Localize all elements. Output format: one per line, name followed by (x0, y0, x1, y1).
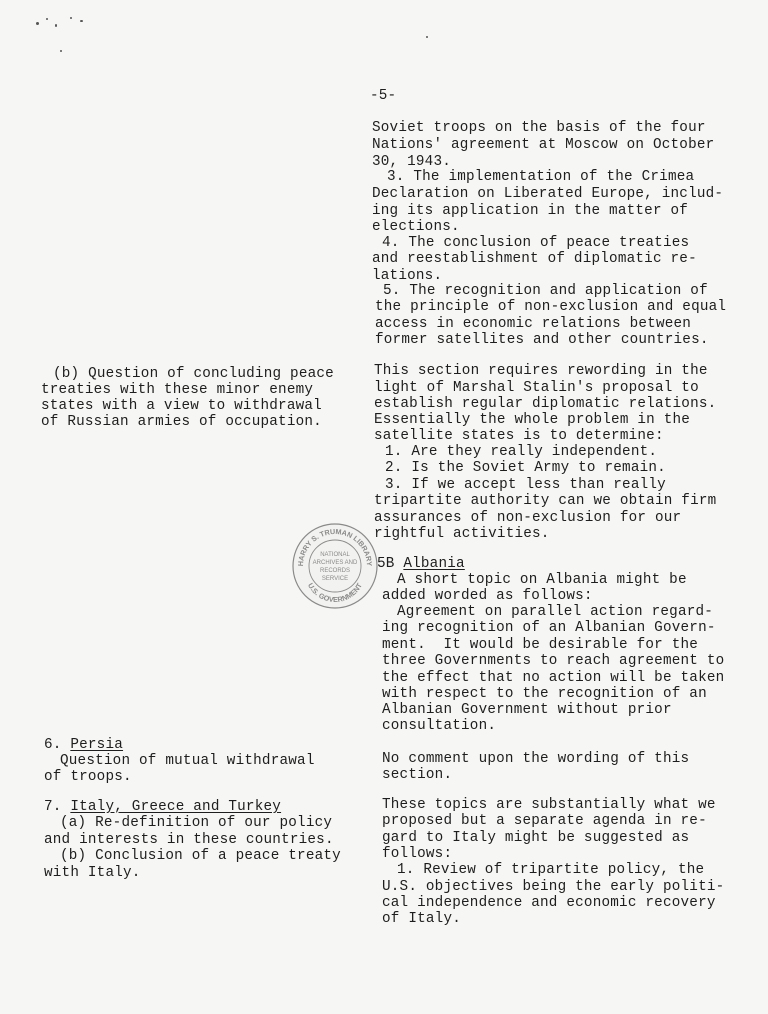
scan-speck (36, 22, 39, 25)
text-line: 1. Review of tripartite policy, the (397, 862, 705, 878)
text-line: (a) Re-definition of our policy (60, 815, 333, 831)
text-line: access in economic relations between (375, 316, 692, 332)
text-line: 3. If we accept less than really (385, 477, 666, 493)
text-line: assurances of non-exclusion for our (374, 510, 682, 526)
archives-stamp (291, 522, 379, 610)
text-line: establish regular diplomatic relations. (374, 396, 717, 412)
text-line: 2. Is the Soviet Army to remain. (385, 460, 666, 476)
scan-speck (70, 17, 72, 19)
text-line: 1. Are they really independent. (385, 444, 658, 460)
text-line: Albanian Government without prior (382, 702, 672, 718)
text-line: states with a view to withdrawal (41, 398, 322, 414)
text-line: the principle of non-exclusion and equal (375, 299, 727, 315)
stamp-top-text: HARRY S. TRUMAN LIBRARY (295, 526, 375, 567)
text-line: Essentially the whole problem in the (374, 412, 691, 428)
text-line: added worded as follows: (382, 588, 593, 604)
text-line: (b) Conclusion of a peace treaty (60, 848, 341, 864)
text-line: with respect to the recognition of an (382, 686, 707, 702)
text-line: Declaration on Liberated Europe, includ- (372, 186, 724, 202)
text-line: A short topic on Albania might be (397, 572, 687, 588)
text-line: cal independence and economic recovery (382, 895, 716, 911)
scan-speck (80, 20, 83, 22)
text-line: follows: (382, 846, 453, 862)
text-line: ing recognition of an Albanian Govern- (382, 620, 716, 636)
text-line: of Russian armies of occupation. (41, 414, 322, 430)
text-line: tripartite authority can we obtain firm (374, 493, 717, 509)
text-line: satellite states is to determine: (374, 428, 664, 444)
text-line: proposed but a separate agenda in re- (382, 813, 707, 829)
stamp-center-line: NATIONAL (320, 552, 350, 558)
text-line: U.S. objectives being the early politi- (382, 879, 725, 895)
text-line: light of Marshal Stalin's proposal to (374, 380, 699, 396)
text-line: of troops. (44, 769, 132, 785)
text-line: These topics are substantially what we (382, 797, 716, 813)
text-line: 3. The implementation of the Crimea (387, 169, 695, 185)
stamp-bottom-text: U.S. GOVERNMENT (306, 581, 364, 605)
scan-speck (55, 24, 57, 27)
scan-speck (426, 36, 428, 38)
section-6-header (44, 737, 123, 754)
scan-speck (46, 18, 48, 20)
text-line: (b) Question of concluding peace (53, 366, 334, 382)
text-line: of Italy. (382, 911, 462, 927)
section-number: 7. (44, 799, 62, 815)
scan-speck (60, 50, 62, 52)
section-heading: Albania (403, 556, 465, 572)
text-line: with Italy. (44, 865, 141, 881)
section-heading: Italy, Greece and Turkey (70, 799, 282, 815)
text-line: ment. It would be desirable for the (382, 637, 699, 653)
text-line: Agreement on parallel action regard- (397, 604, 714, 620)
text-line: the effect that no action will be taken (382, 670, 725, 686)
text-line: 5. The recognition and application of (383, 283, 708, 299)
text-line: three Governments to reach agreement to (382, 653, 725, 669)
text-line: ing its application in the matter of (372, 203, 689, 219)
text-line: Soviet troops on the basis of the four (372, 120, 706, 136)
text-line: rightful activities. (374, 526, 550, 542)
section-5b-header (377, 556, 465, 573)
text-line: lations. (372, 268, 443, 284)
section-7-header (44, 799, 281, 816)
section-number: 6. (44, 737, 62, 753)
text-line: 4. The conclusion of peace treaties (382, 235, 690, 251)
text-line: and interests in these countries. (44, 832, 334, 848)
text-line: gard to Italy might be suggested as (382, 830, 690, 846)
stamp-center-line: RECORDS (319, 568, 351, 574)
text-line: section. (382, 767, 453, 783)
page-number: -5- (370, 88, 397, 104)
text-line: Question of mutual withdrawal (60, 753, 315, 769)
section-heading: Persia (70, 737, 124, 753)
text-line: elections. (372, 219, 460, 235)
text-line: No comment upon the wording of this (382, 751, 690, 767)
stamp-center-line: ARCHIVES AND (312, 560, 358, 566)
stamp-center-line: SERVICE (321, 576, 349, 582)
text-line: former satellites and other countries. (375, 332, 709, 348)
text-line: Nations' agreement at Moscow on October (372, 137, 715, 153)
section-number: 5B (377, 556, 395, 572)
text-line: This section requires rewording in the (374, 363, 708, 379)
text-line: consultation. (382, 718, 497, 734)
text-line: treaties with these minor enemy (41, 382, 314, 398)
text-line: 30, 1943. (372, 154, 452, 170)
text-line: and reestablishment of diplomatic re- (372, 251, 697, 267)
